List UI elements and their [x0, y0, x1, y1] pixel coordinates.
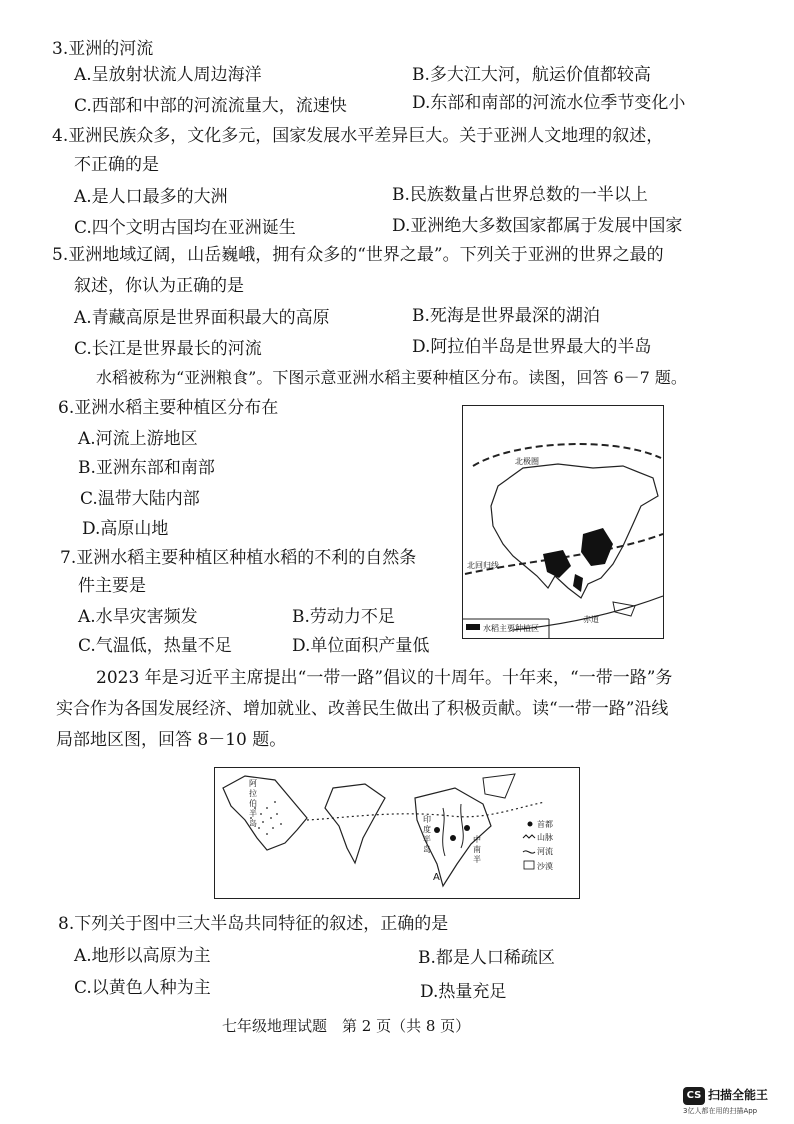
q4-stem-line2: 不正确的是 — [74, 155, 159, 175]
watermark-title: 扫描全能王 — [708, 1088, 769, 1102]
q4-stem-line1: 4.亚洲民族众多，文化多元，国家发展水平差异巨大。关于亚洲人文地理的叙述， — [52, 126, 664, 146]
river-line-2 — [461, 804, 464, 848]
q7-option-a: A.水旱灾害频发 — [78, 607, 198, 627]
svg-text:岛: 岛 — [249, 819, 257, 828]
legend-river: 河流 — [537, 847, 553, 856]
q5-stem-line1: 5.亚洲地域辽阔，山岳巍峨，拥有众多的“世界之最”。下列关于亚洲的世界之最的 — [52, 245, 664, 265]
asia-rice-map — [462, 405, 664, 639]
svg-text:拉: 拉 — [249, 789, 257, 798]
rice-area-south — [543, 550, 571, 578]
svg-text:中: 中 — [473, 835, 481, 844]
arabia-label — [249, 779, 257, 828]
q5-option-d: D.阿拉伯半岛是世界最大的半岛 — [412, 337, 652, 357]
belt-road-map — [214, 767, 580, 899]
q8-option-c: C.以黄色人种为主 — [74, 978, 211, 998]
q4-option-b: B.民族数量占世界总数的一半以上 — [392, 185, 648, 205]
q4-option-c: C.四个文明古国均在亚洲诞生 — [74, 218, 296, 238]
legend-desert-icon — [524, 861, 534, 869]
q3-stem: 3.亚洲的河流 — [52, 39, 154, 59]
q6-stem: 6.亚洲水稻主要种植区分布在 — [58, 398, 279, 418]
q8-option-b: B.都是人口稀疏区 — [418, 948, 555, 968]
svg-text:度: 度 — [423, 825, 431, 834]
legend-river-icon — [523, 851, 535, 853]
q6-option-d: D.高原山地 — [82, 519, 169, 539]
intro-8-10-line3: 局部地区图，回答 8－10 题。 — [56, 730, 287, 750]
q7-stem-line2: 件主要是 — [78, 576, 146, 596]
svg-text:印: 印 — [423, 815, 431, 824]
capital-marker — [464, 825, 470, 831]
q4-option-a: A.是人口最多的大洲 — [74, 187, 228, 207]
svg-text:南: 南 — [473, 845, 481, 854]
svg-text:阿: 阿 — [249, 779, 257, 788]
q3-option-a: A.呈放射状流人周边海洋 — [74, 65, 262, 85]
q5-option-a: A.青藏高原是世界面积最大的高原 — [74, 308, 330, 328]
svg-text:半: 半 — [473, 855, 481, 864]
india-outline — [325, 784, 385, 863]
q8-stem: 8.下列关于图中三大半岛共同特征的叙述，正确的是 — [58, 914, 449, 934]
point-a-label: A — [433, 872, 440, 883]
legend-rice-label: 水稻主要种植区 — [483, 624, 539, 633]
svg-text:半: 半 — [249, 809, 257, 818]
capital-marker — [434, 827, 440, 833]
capital-marker — [450, 835, 456, 841]
camscanner-logo-icon: CS — [683, 1087, 705, 1105]
rice-area-southeast — [573, 574, 583, 592]
q5-option-b: B.死海是世界最深的湖泊 — [412, 306, 600, 326]
belt-road-map-svg — [215, 768, 579, 898]
watermark-subtitle: 3亿人都在用的扫描App — [683, 1107, 758, 1115]
q6-option-b: B.亚洲东部和南部 — [78, 458, 215, 478]
q6-option-c: C.温带大陆内部 — [80, 489, 200, 509]
india-label — [423, 814, 431, 854]
q3-option-c: C.西部和中部的河流流量大，流速快 — [74, 96, 347, 116]
legend-rice-swatch — [466, 624, 480, 630]
arctic-circle-line — [473, 444, 661, 466]
q7-stem-line1: 7.亚洲水稻主要种植区种植水稻的不利的自然条 — [60, 548, 417, 568]
q7-option-d: D.单位面积产量低 — [292, 636, 430, 656]
tropic-label: 北回归线 — [467, 561, 499, 570]
asia-rice-map-svg — [463, 406, 663, 638]
q7-option-b: B.劳动力不足 — [292, 607, 395, 627]
svg-text:岛: 岛 — [423, 845, 431, 854]
q7-option-c: C.气温低，热量不足 — [78, 636, 232, 656]
q8-option-a: A.地形以高原为主 — [74, 946, 211, 966]
svg-text:半: 半 — [423, 835, 431, 844]
equator-label: 赤道 — [583, 615, 599, 624]
coast-outline — [483, 774, 515, 798]
intro-8-10-line2: 实合作为各国发展经济、增加就业、改善民生做出了积极贡献。读“一带一路”沿线 — [56, 699, 669, 719]
svg-text:伯: 伯 — [249, 799, 257, 808]
intro-8-10-line1: 2023 年是习近平主席提出“一带一路”倡议的十周年。十年来，“一带一路”务 — [96, 668, 673, 688]
page-footer: 七年级地理试题 第 2 页（共 8 页） — [222, 1017, 471, 1035]
q3-option-d: D.东部和南部的河流水位季节变化小 — [412, 93, 686, 113]
indochina-label — [473, 834, 481, 864]
q6-option-a: A.河流上游地区 — [78, 429, 198, 449]
rice-area-east — [581, 528, 613, 566]
q3-option-b: B.多大江大河，航运价值都较高 — [412, 65, 651, 85]
intro-6-7: 水稻被称为“亚洲粮食”。下图示意亚洲水稻主要种植区分布。读图，回答 6－7 题。 — [96, 368, 687, 387]
q8-option-d: D.热量充足 — [420, 982, 507, 1002]
legend-mountain-icon — [523, 835, 535, 838]
q5-option-c: C.长江是世界最长的河流 — [74, 339, 262, 359]
arabia-outline — [223, 776, 307, 850]
q4-option-d: D.亚洲绝大多数国家都属于发展中国家 — [392, 216, 683, 236]
legend-mountain: 山脉 — [537, 833, 553, 842]
q5-stem-line2: 叙述，你认为正确的是 — [74, 276, 244, 296]
legend-desert: 沙漠 — [537, 862, 553, 871]
arctic-label: 北极圈 — [515, 457, 539, 466]
legend-capital-icon — [528, 822, 533, 827]
legend-capital: 首都 — [537, 820, 553, 829]
